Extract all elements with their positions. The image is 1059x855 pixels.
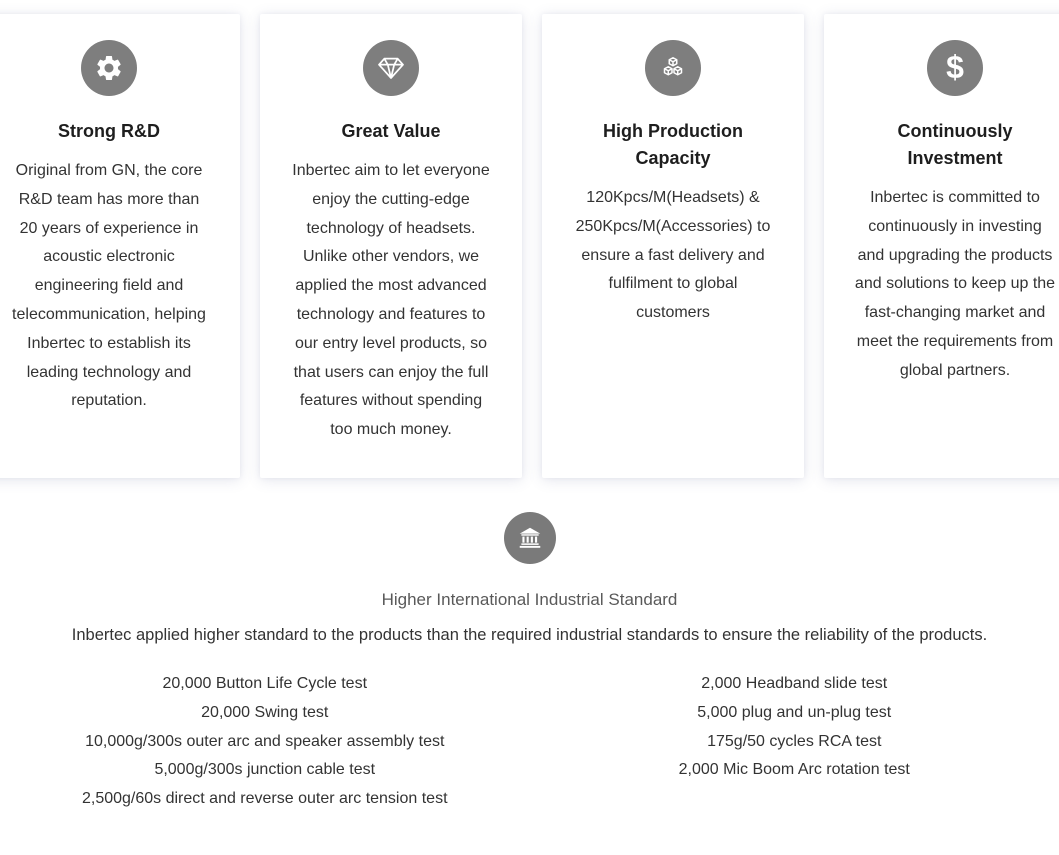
tests-right-column bbox=[530, 670, 1059, 814]
test-item: 5,000 plug and un-plug test bbox=[697, 703, 892, 721]
feature-card-continuously-investment bbox=[824, 14, 1059, 478]
card-title: Continuously Investment bbox=[897, 121, 1013, 168]
test-item: 2,000 Headband slide test bbox=[701, 675, 888, 692]
test-item: 175g/50 cycles RCA test bbox=[707, 732, 882, 750]
standards-heading: Higher International Industrial Standard bbox=[381, 590, 678, 609]
card-description: Inbertec is committed to continuously in investing and upgrading the products and solutions to keep up the fast-changing market and meet the requirements from global partners. bbox=[854, 189, 1056, 379]
test-item: 5,000g/300s junction cable test bbox=[154, 761, 376, 779]
card-title: Strong R&D bbox=[58, 121, 160, 141]
tests-row bbox=[0, 670, 1059, 814]
test-item: 2,500g/60s direct and reverse outer arc tension test bbox=[81, 790, 448, 808]
dollar-icon bbox=[927, 40, 983, 96]
diamond-icon bbox=[363, 40, 419, 96]
test-item: 2,000 Mic Boom Arc rotation test bbox=[678, 761, 910, 779]
card-description: 120Kpcs/M(Headsets) & 250Kpcs/M(Accessories) to ensure a fast delivery and fulfilment to global customers bbox=[575, 189, 771, 322]
card-title: Great Value bbox=[341, 121, 441, 141]
feature-card-strong-rd bbox=[0, 14, 240, 478]
cubes-icon bbox=[645, 40, 701, 96]
card-description: Inbertec aim to let everyone enjoy the cutting-edge technology of headsets. Unlike other vendors, we applied the most advanced technology and features to our entry level products, so that users can enjoy the full features without spending too much money. bbox=[292, 162, 490, 439]
bank-icon bbox=[504, 512, 556, 564]
feature-card-great-value bbox=[260, 14, 522, 478]
test-item: 10,000g/300s outer arc and speaker assembly test bbox=[85, 732, 445, 750]
standards-description: Inbertec applied higher standard to the products than the required industrial standards to ensure the reliability of the products. bbox=[71, 626, 988, 644]
test-item: 20,000 Swing test bbox=[201, 703, 329, 721]
tests-left-column bbox=[0, 670, 530, 814]
feature-card-high-production bbox=[542, 14, 804, 478]
test-item: 20,000 Button Life Cycle test bbox=[162, 675, 368, 692]
gear-icon bbox=[81, 40, 137, 96]
card-description: Original from GN, the core R&D team has more than 20 years of experience in acoustic electronic engineering field and telecommunication, helping Inbertec to establish its leading technology and reputation. bbox=[12, 162, 206, 410]
card-title: High Production Capacity bbox=[603, 121, 743, 168]
standards-section bbox=[0, 478, 1059, 814]
dollar-glyph: $ bbox=[946, 48, 964, 85]
